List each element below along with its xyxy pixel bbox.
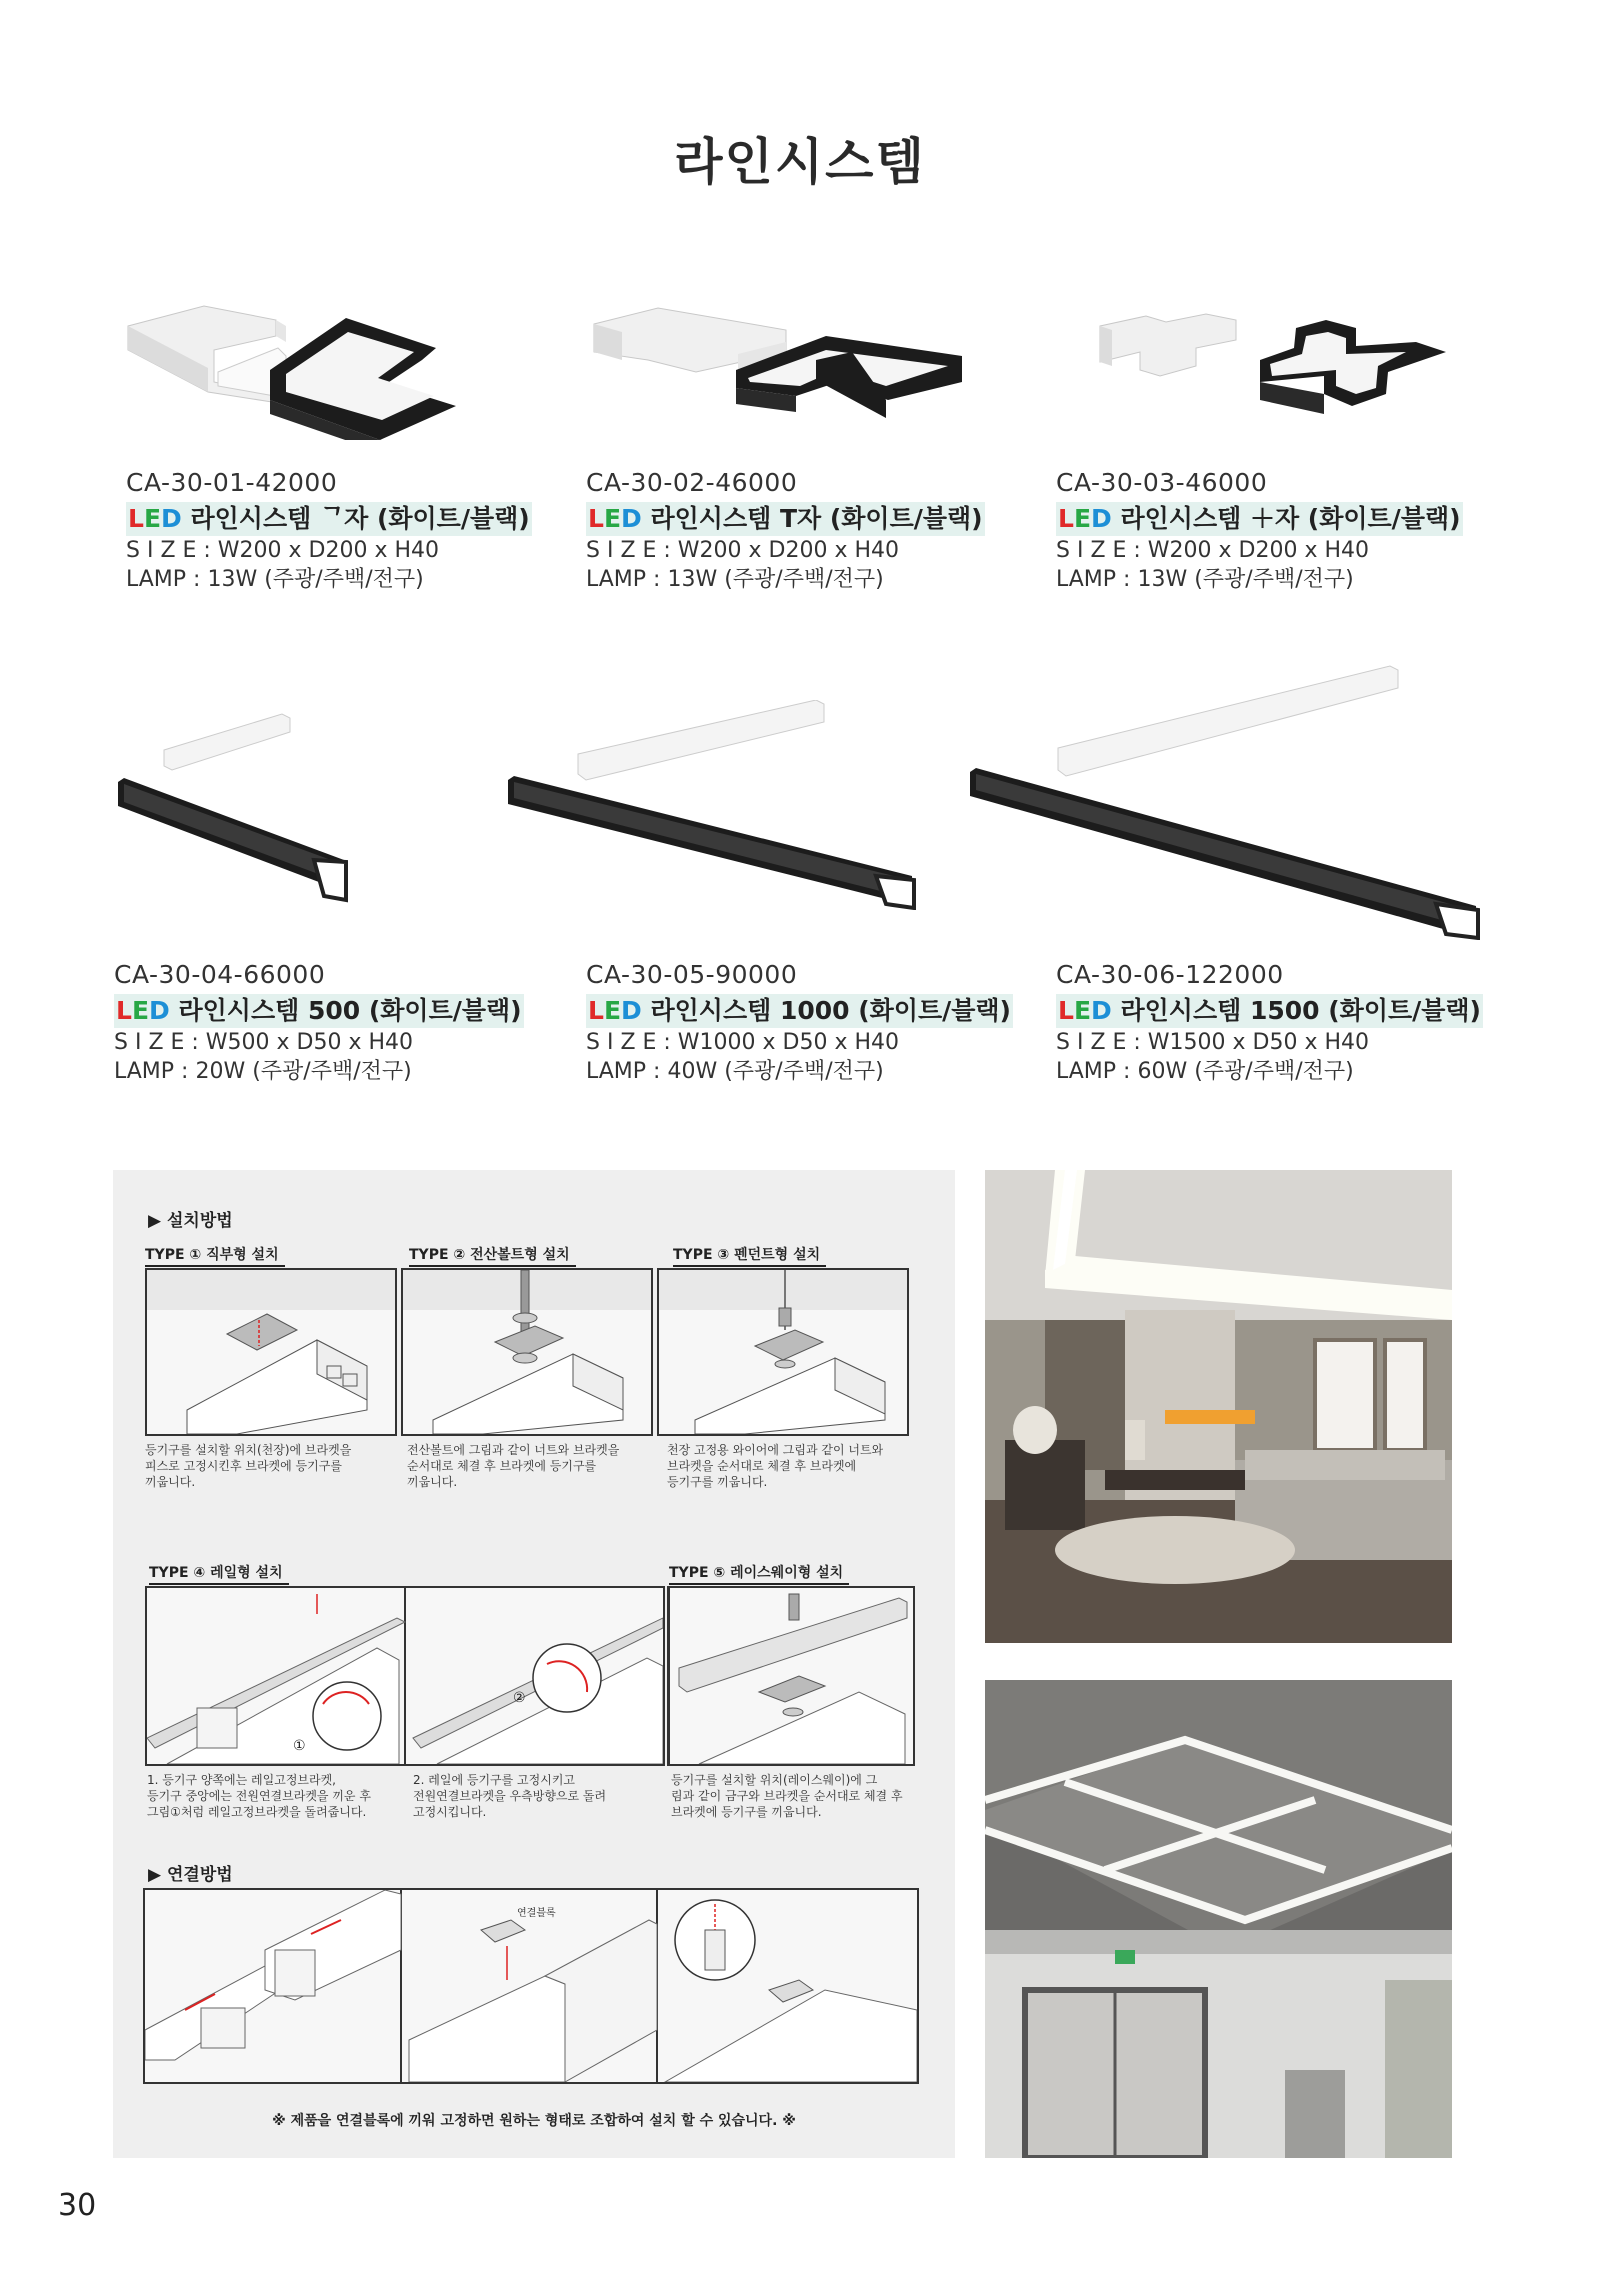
product-lamp: LAMP : 60W (주광/주백/전구) <box>1056 1059 1354 1084</box>
type4-diagram <box>145 1586 665 1766</box>
product-code: CA-30-05-90000 <box>586 960 798 989</box>
type1-label: TYPE ① 직부형 설치 <box>145 1244 279 1264</box>
product-name: LED 라인시스템 ＋자 (화이트/블랙) <box>1056 502 1463 536</box>
connect-heading: ▶ 연결방법 <box>148 1865 233 1885</box>
product-image-l-shape <box>126 290 566 440</box>
install-heading: ▶ 설치방법 <box>148 1211 233 1231</box>
ceiling-photo <box>985 1680 1452 2158</box>
product-image-line-500 <box>114 710 554 910</box>
type5-caption: 등기구를 설치할 위치(레이스웨이)에 그 림과 같이 금구와 브라켓을 순서대로 체결 후 브라켓에 등기구를 끼웁니다. <box>671 1773 903 1819</box>
product-code: CA-30-06-122000 <box>1056 960 1284 989</box>
product-size: S I Z E : W1500 x D50 x H40 <box>1056 1030 1370 1055</box>
product-image-line-1500 <box>966 660 1486 940</box>
type3-label: TYPE ③ 펜던트형 설치 <box>673 1244 820 1264</box>
connection-diagram <box>143 1888 919 2084</box>
svg-text:②: ② <box>513 1690 526 1706</box>
product-code: CA-30-02-46000 <box>586 468 798 497</box>
type5-label: TYPE ⑤ 레이스웨이형 설치 <box>669 1562 843 1582</box>
type5-diagram <box>667 1586 915 1766</box>
svg-text:연결블록: 연결블록 <box>517 1908 556 1919</box>
type3-caption: 천장 고정용 와이어에 그림과 같이 너트와 브라켓을 순서대로 체결 후 브라켓에 등기구를 끼웁니다. <box>667 1443 884 1489</box>
product-image-cross <box>1056 290 1496 440</box>
type4-caption-2: 2. 레일에 등기구를 고정시키고 전원연결브라켓을 우측방향으로 돌려 고정시킵니다. <box>413 1773 607 1819</box>
product-name: LED 라인시스템 500 (화이트/블랙) <box>114 994 524 1028</box>
product-name: LED 라인시스템 1000 (화이트/블랙) <box>586 994 1013 1028</box>
svg-text:①: ① <box>293 1738 306 1754</box>
type2-label: TYPE ② 전산볼트형 설치 <box>409 1244 570 1264</box>
product-lamp: LAMP : 40W (주광/주백/전구) <box>586 1059 884 1084</box>
product-image-line-1000 <box>506 700 926 910</box>
product-code: CA-30-03-46000 <box>1056 468 1268 497</box>
page-title: 라인시스템 <box>674 133 926 191</box>
type4-caption-1: 1. 등기구 양쪽에는 레일고정브라켓, 등기구 중앙에는 전원연결브라켓을 끼운 후 그림①처럼 레일고정브라켓을 돌려줍니다. <box>147 1773 371 1819</box>
product-lamp: LAMP : 13W (주광/주백/전구) <box>126 567 424 592</box>
type2-caption: 전산볼트에 그림과 같이 너트와 브라켓을 순서대로 체결 후 브라켓에 등기구를 끼웁니다. <box>407 1443 620 1489</box>
product-lamp: LAMP : 20W (주광/주백/전구) <box>114 1059 412 1084</box>
product-lamp: LAMP : 13W (주광/주백/전구) <box>586 567 884 592</box>
product-size: S I Z E : W500 x D50 x H40 <box>114 1030 414 1055</box>
type4-label: TYPE ④ 레일형 설치 <box>149 1562 283 1582</box>
product-code: CA-30-01-42000 <box>126 468 338 497</box>
living-room-photo <box>985 1170 1452 1643</box>
product-size: S I Z E : W200 x D200 x H40 <box>586 538 900 563</box>
installation-guide <box>113 1170 955 2158</box>
product-name: LED 라인시스템 ᄀ자 (화이트/블랙) <box>126 502 532 536</box>
product-size: S I Z E : W200 x D200 x H40 <box>126 538 440 563</box>
product-name: LED 라인시스템 1500 (화이트/블랙) <box>1056 994 1483 1028</box>
product-size: S I Z E : W1000 x D50 x H40 <box>586 1030 900 1055</box>
type1-diagram <box>145 1268 397 1436</box>
product-name: LED 라인시스템 T자 (화이트/블랙) <box>586 502 985 536</box>
product-image-t-shape <box>586 290 1026 440</box>
product-code: CA-30-04-66000 <box>114 960 326 989</box>
type1-caption: 등기구를 설치할 위치(천장)에 브라켓을 피스로 고정시킨후 브라켓에 등기구를 끼웁니다. <box>145 1443 352 1489</box>
product-lamp: LAMP : 13W (주광/주백/전구) <box>1056 567 1354 592</box>
type3-diagram <box>657 1268 909 1436</box>
install-footnote: ※ 제품을 연결블록에 끼워 고정하면 원하는 형태로 조합하여 설치 할 수 있습니다. ※ <box>272 2113 796 2129</box>
product-size: S I Z E : W200 x D200 x H40 <box>1056 538 1370 563</box>
type2-diagram <box>401 1268 653 1436</box>
page-number: 30 <box>58 2188 97 2223</box>
